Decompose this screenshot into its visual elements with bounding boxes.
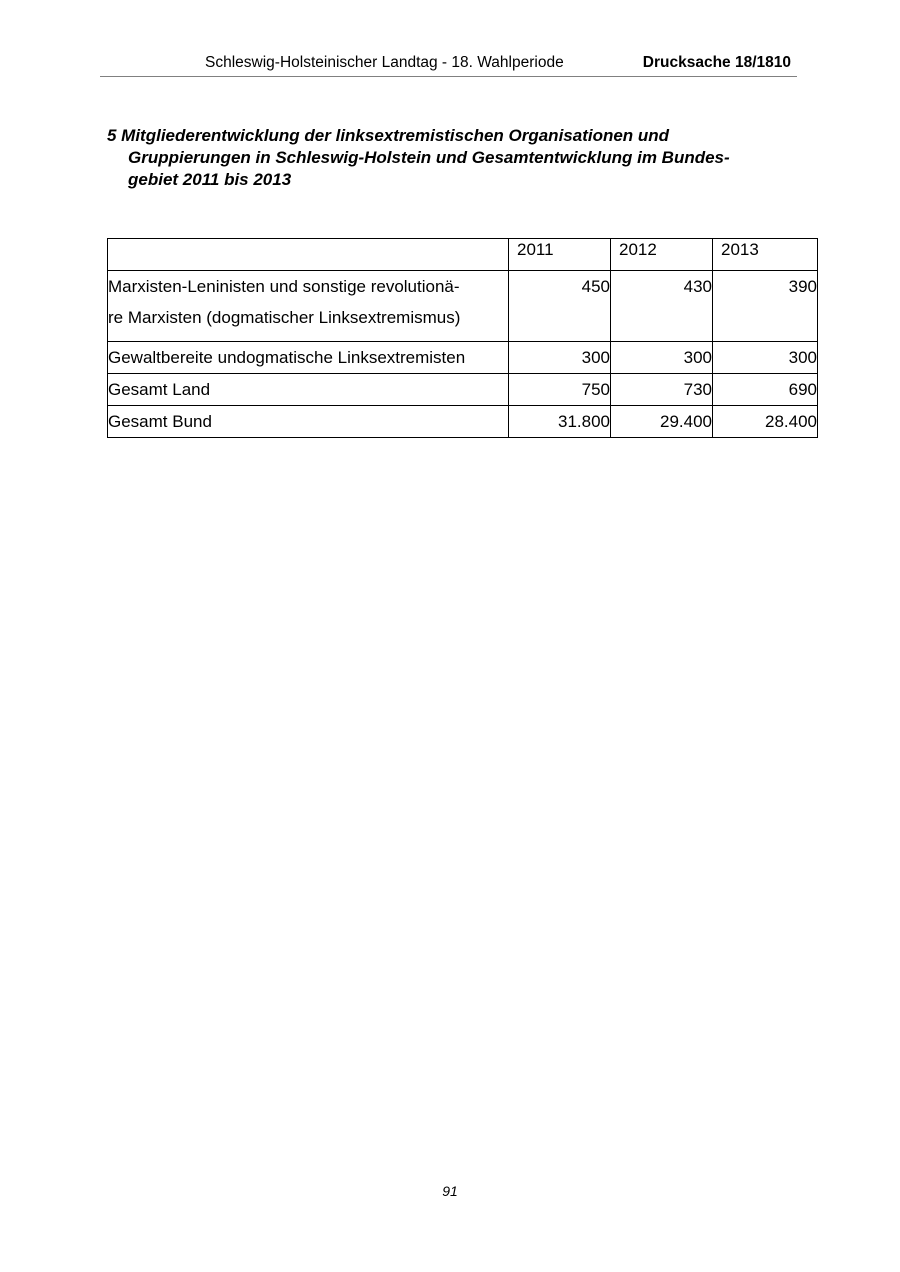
section-heading-line: Gruppierungen in Schleswig-Holstein und Gesamtentwicklung im Bundes- bbox=[128, 148, 730, 167]
row-label: Gesamt Land bbox=[108, 374, 509, 406]
value-cell: 28.400 bbox=[713, 406, 818, 438]
value-cell: 300 bbox=[713, 342, 818, 374]
value-cell: 300 bbox=[611, 342, 713, 374]
row-label: Gesamt Bund bbox=[108, 406, 509, 438]
value-cell: 430 bbox=[611, 271, 713, 342]
column-header-2011: 2011 bbox=[509, 239, 611, 271]
value-cell: 390 bbox=[713, 271, 818, 342]
value-cell: 750 bbox=[509, 374, 611, 406]
page-number: 91 bbox=[442, 1183, 458, 1199]
table-row bbox=[108, 374, 818, 406]
value-cell: 300 bbox=[509, 342, 611, 374]
row-label-line: Marxisten-Leninisten und sonstige revolutionä- bbox=[108, 277, 460, 296]
table-corner-cell bbox=[108, 239, 509, 271]
row-label: Gewaltbereite undogmatische Linksextremisten bbox=[108, 342, 509, 374]
section-heading-line: 5 Mitgliederentwicklung der linksextremistischen Organisationen und bbox=[107, 126, 670, 145]
value-cell: 690 bbox=[713, 374, 818, 406]
row-label bbox=[108, 271, 509, 342]
table-row bbox=[108, 406, 818, 438]
column-header-2013: 2013 bbox=[713, 239, 818, 271]
value-cell: 730 bbox=[611, 374, 713, 406]
value-cell: 450 bbox=[509, 271, 611, 342]
row-label-line: re Marxisten (dogmatischer Linksextremismus) bbox=[108, 308, 461, 327]
table-header-row bbox=[108, 239, 818, 271]
column-header-2012: 2012 bbox=[611, 239, 713, 271]
header-title: Schleswig-Holsteinischer Landtag - 18. Wahlperiode bbox=[205, 54, 564, 71]
table-row bbox=[108, 271, 818, 342]
value-cell: 29.400 bbox=[611, 406, 713, 438]
page-header bbox=[100, 52, 797, 77]
document-number: Drucksache 18/1810 bbox=[642, 54, 791, 71]
section-heading-line: gebiet 2011 bis 2013 bbox=[128, 170, 292, 189]
value-cell: 31.800 bbox=[509, 406, 611, 438]
membership-table bbox=[107, 238, 818, 438]
table-row bbox=[108, 342, 818, 374]
section-heading bbox=[107, 125, 787, 191]
